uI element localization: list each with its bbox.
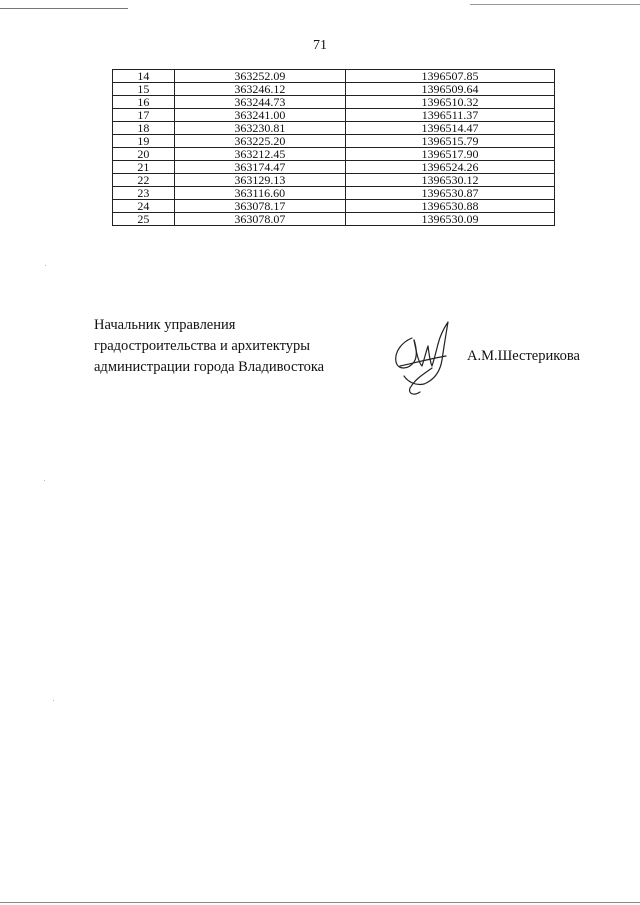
- x-coordinate-cell: 363246.12: [174, 83, 345, 96]
- point-number-cell: 25: [113, 213, 175, 226]
- y-coordinate-cell: 1396515.79: [345, 135, 554, 148]
- point-number-cell: 14: [113, 70, 175, 83]
- y-coordinate-cell: 1396524.26: [345, 161, 554, 174]
- table-row: [113, 122, 555, 135]
- table-row: [113, 161, 555, 174]
- table-row: [113, 213, 555, 226]
- signer-position-line: Начальник управления: [94, 317, 236, 333]
- page-number: 71: [313, 38, 327, 53]
- point-number-cell: 18: [113, 122, 175, 135]
- x-coordinate-cell: 363116.60: [174, 187, 345, 200]
- point-number-cell: 21: [113, 161, 175, 174]
- table-row: [113, 83, 555, 96]
- coordinates-table: [112, 69, 555, 226]
- table-row: [113, 135, 555, 148]
- x-coordinate-cell: 363174.47: [174, 161, 345, 174]
- signer-position-line: администрации города Владивостока: [94, 359, 325, 375]
- point-number-cell: 24: [113, 200, 175, 213]
- point-number-cell: 17: [113, 109, 175, 122]
- y-coordinate-cell: 1396510.32: [345, 96, 554, 109]
- coordinates-table-body: [113, 70, 555, 226]
- scan-speck: [53, 700, 54, 701]
- x-coordinate-cell: 363078.07: [174, 213, 345, 226]
- scan-speck: [44, 480, 45, 481]
- y-coordinate-cell: 1396530.09: [345, 213, 554, 226]
- table-row: [113, 200, 555, 213]
- y-coordinate-cell: 1396530.88: [345, 200, 554, 213]
- point-number-cell: 15: [113, 83, 175, 96]
- x-coordinate-cell: 363129.13: [174, 174, 345, 187]
- table-row: [113, 148, 555, 161]
- scan-speck: [45, 265, 46, 266]
- point-number-cell: 20: [113, 148, 175, 161]
- point-number-cell: 23: [113, 187, 175, 200]
- x-coordinate-cell: 363225.20: [174, 135, 345, 148]
- x-coordinate-cell: 363078.17: [174, 200, 345, 213]
- x-coordinate-cell: 363241.00: [174, 109, 345, 122]
- table-row: [113, 96, 555, 109]
- point-number-cell: 19: [113, 135, 175, 148]
- signer-position-line: градостроительства и архитектуры: [94, 338, 311, 354]
- scan-edge-line: [0, 902, 640, 903]
- y-coordinate-cell: 1396530.12: [345, 174, 554, 187]
- table-row: [113, 187, 555, 200]
- y-coordinate-cell: 1396514.47: [345, 122, 554, 135]
- x-coordinate-cell: 363244.73: [174, 96, 345, 109]
- point-number-cell: 22: [113, 174, 175, 187]
- x-coordinate-cell: 363230.81: [174, 122, 345, 135]
- y-coordinate-cell: 1396511.37: [345, 109, 554, 122]
- y-coordinate-cell: 1396509.64: [345, 83, 554, 96]
- scan-edge-line: [470, 4, 640, 5]
- x-coordinate-cell: 363252.09: [174, 70, 345, 83]
- table-row: [113, 174, 555, 187]
- scan-edge-line: [0, 8, 128, 9]
- y-coordinate-cell: 1396517.90: [345, 148, 554, 161]
- x-coordinate-cell: 363212.45: [174, 148, 345, 161]
- table-row: [113, 109, 555, 122]
- table-row: [113, 70, 555, 83]
- signer-name: А.М.Шестерикова: [467, 348, 580, 364]
- y-coordinate-cell: 1396507.85: [345, 70, 554, 83]
- y-coordinate-cell: 1396530.87: [345, 187, 554, 200]
- handwritten-signature: [388, 316, 460, 402]
- point-number-cell: 16: [113, 96, 175, 109]
- signer-position: [94, 315, 324, 378]
